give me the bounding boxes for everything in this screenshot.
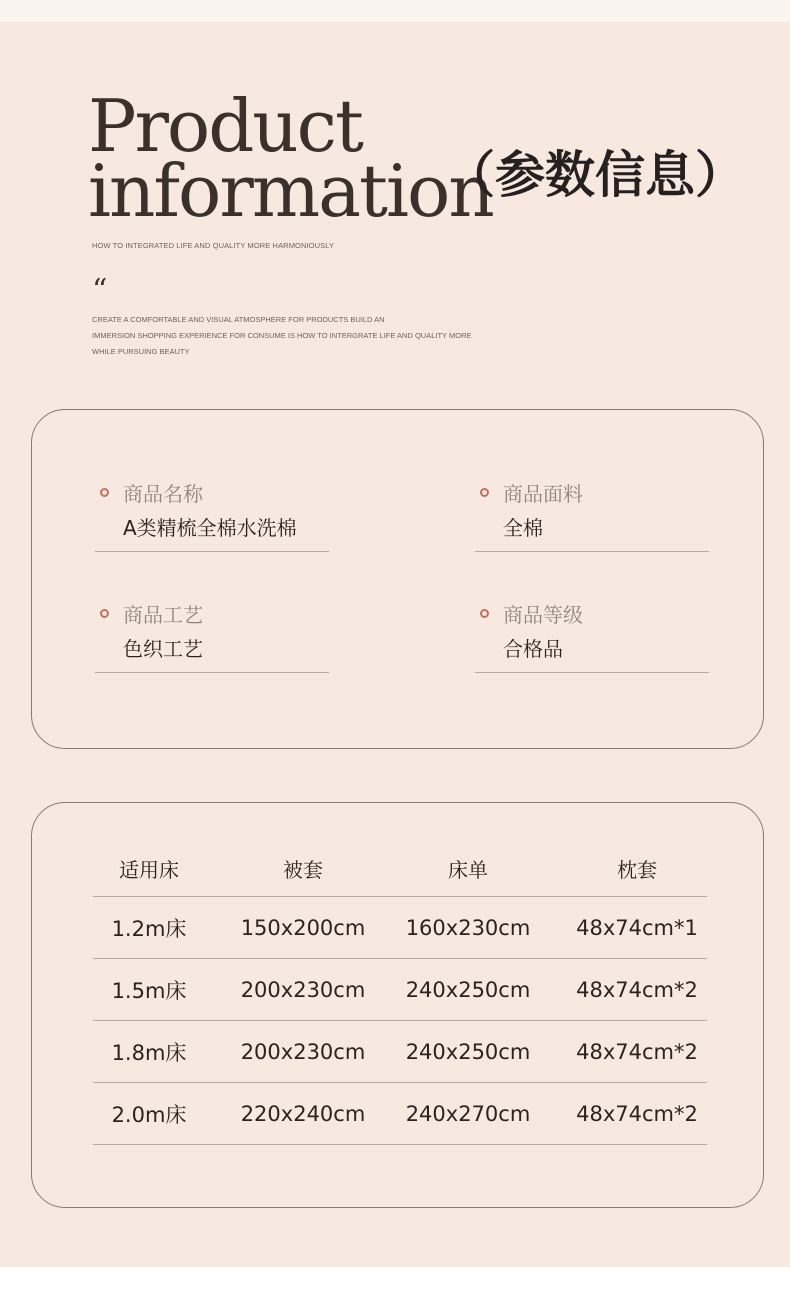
bullet-dot-icon: [480, 488, 489, 497]
attribute-value: 色织工艺: [123, 637, 203, 661]
bullet-dot-icon: [100, 609, 109, 618]
title-line-1: Product: [88, 84, 362, 168]
attribute-fabric: [475, 478, 709, 541]
quote-mark-icon: “: [92, 273, 108, 308]
attribute-craft: [95, 599, 329, 662]
table-row: [93, 897, 707, 959]
bullet-dot-icon: [100, 488, 109, 497]
table-cell: 1.2m床: [111, 916, 187, 941]
table-cell: 1.8m床: [111, 1040, 187, 1065]
top-strip: [0, 0, 790, 22]
table-cell: 240x270cm: [405, 1101, 531, 1126]
attribute-label: 商品面料: [503, 481, 583, 506]
table-cell: 240x250cm: [405, 1039, 531, 1064]
table-row: [93, 1021, 707, 1083]
attribute-label: 商品名称: [123, 481, 203, 506]
intro-line: WHILE PURSUING BEAUTY: [92, 347, 190, 356]
attribute-product-name: [95, 478, 329, 541]
table-row: [93, 959, 707, 1021]
attribute-value: 合格品: [503, 637, 563, 661]
table-cell: 200x230cm: [240, 1039, 366, 1064]
attribute-value: 全棉: [503, 516, 543, 540]
column-header: 被套: [283, 857, 323, 882]
divider: [95, 672, 329, 673]
divider: [475, 672, 709, 673]
cn-title: （参数信息）: [445, 146, 745, 204]
attribute-grade: [475, 599, 709, 662]
tagline: HOW TO INTEGRATED LIFE AND QUALITY MORE HARMONIOUSLY: [92, 241, 335, 250]
size-table: [93, 840, 707, 1145]
table-cell: 220x240cm: [240, 1101, 366, 1126]
attribute-label: 商品等级: [503, 602, 583, 627]
table-cell: 200x230cm: [240, 977, 366, 1002]
intro-line: IMMERSION SHOPPING EXPERIENCE FOR CONSUME IS HOW TO INTERGRATE LIFE AND QUALITY MORE: [92, 331, 472, 340]
divider: [95, 551, 329, 552]
table-row: [93, 1083, 707, 1145]
attributes-card: [31, 409, 764, 749]
attribute-value: A类精梳全棉水洗棉: [123, 516, 297, 540]
table-cell: 160x230cm: [405, 915, 531, 940]
divider: [475, 551, 709, 552]
table-cell: 1.5m床: [111, 978, 187, 1003]
table-cell: 240x250cm: [405, 977, 531, 1002]
title-line-2: information: [88, 149, 493, 233]
attribute-label: 商品工艺: [123, 602, 203, 627]
table-cell: 150x200cm: [240, 915, 366, 940]
table-cell: 48x74cm*2: [576, 1039, 698, 1064]
bullet-dot-icon: [480, 609, 489, 618]
table-cell: 48x74cm*1: [576, 915, 698, 940]
table-header-row: [93, 840, 707, 897]
table-cell: 2.0m床: [111, 1102, 187, 1127]
table-cell: 48x74cm*2: [576, 1101, 698, 1126]
intro-paragraph: [92, 312, 492, 360]
intro-line: CREATE A COMFORTABLE AND VISUAL ATMOSPHERE FOR PRODUCTS BUILD AN: [92, 315, 385, 324]
table-cell: 48x74cm*2: [576, 977, 698, 1002]
column-header: 床单: [448, 857, 488, 882]
column-header: 适用床: [119, 857, 179, 882]
column-header: 枕套: [617, 857, 657, 882]
